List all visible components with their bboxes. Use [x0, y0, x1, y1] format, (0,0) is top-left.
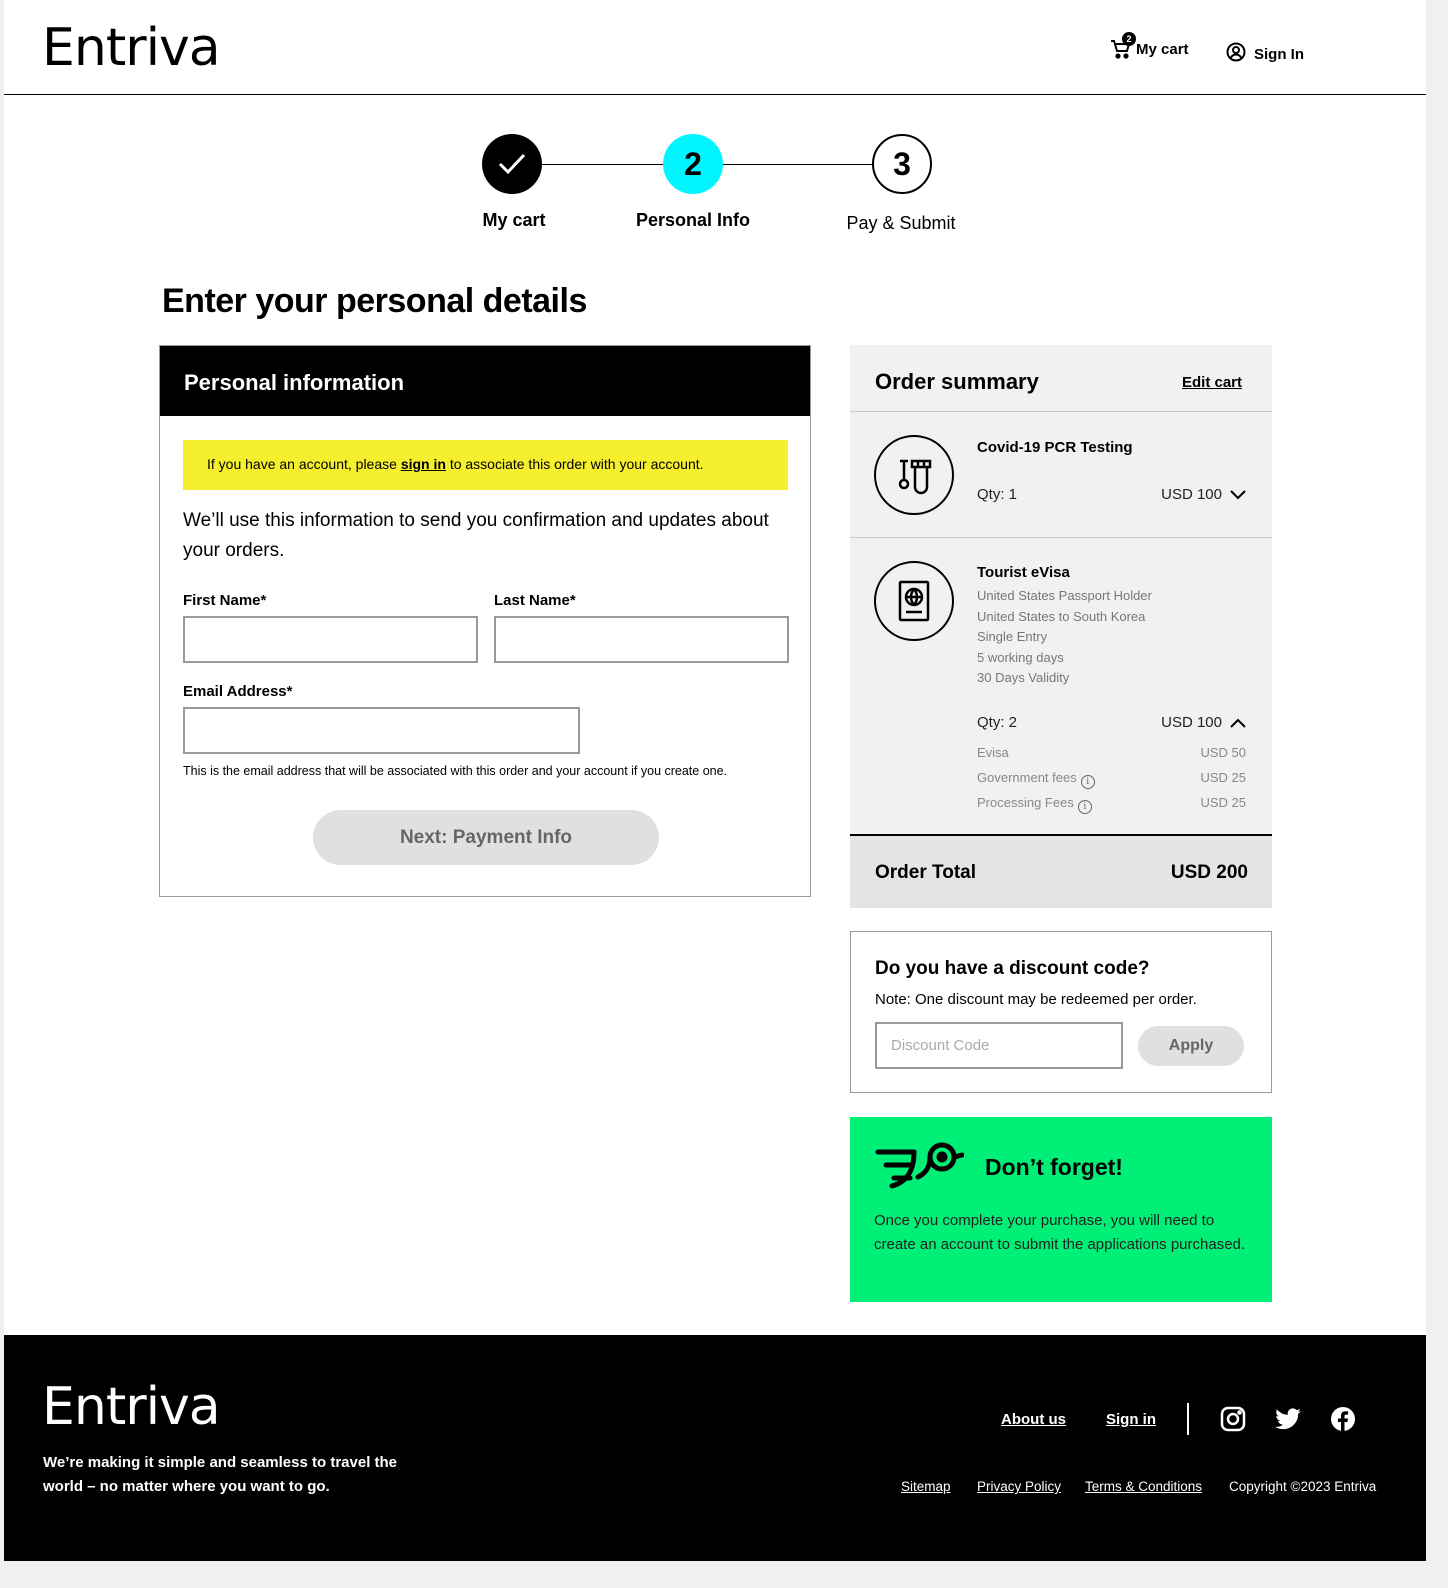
- instagram-icon[interactable]: [1219, 1405, 1247, 1433]
- notice-text-after: to associate this order with your account.: [445, 456, 704, 472]
- fee-value: USD 25: [1200, 770, 1246, 785]
- footer-privacy-link[interactable]: Privacy Policy: [977, 1479, 1062, 1494]
- header: [4, 0, 1426, 95]
- item-detail-line: United States Passport Holder: [977, 588, 1152, 603]
- info-icon[interactable]: i: [1081, 775, 1095, 789]
- item-detail-line: 30 Days Validity: [977, 670, 1070, 686]
- cart-count-badge: 2: [1122, 32, 1136, 46]
- fee-value: USD 25: [1200, 795, 1246, 810]
- last-name-field[interactable]: [494, 616, 789, 663]
- step-2-circle: 2: [663, 134, 723, 194]
- fee-label: Evisa: [977, 745, 1009, 760]
- order-total: [850, 834, 1272, 908]
- next-payment-button[interactable]: Next: Payment Info: [313, 810, 659, 865]
- footer-copyright: Copyright ©2023 Entriva: [1229, 1479, 1377, 1494]
- fee-label: Processing Fees: [977, 795, 1074, 810]
- chevron-up-icon: [1230, 718, 1246, 728]
- apply-discount-button[interactable]: Apply: [1138, 1026, 1244, 1066]
- nav-signin-label: Sign In: [1254, 45, 1304, 63]
- step-connector: [723, 164, 873, 165]
- footer-logo[interactable]: Entriva: [42, 1377, 220, 1437]
- fee-label: Government fees: [977, 770, 1077, 785]
- personal-info-card: [159, 345, 811, 897]
- page: [4, 0, 1426, 1588]
- discount-code-input[interactable]: [875, 1022, 1123, 1069]
- email-hint: This is the email address that will be associated with this order and your account if you create one.: [183, 764, 728, 778]
- item-name: Tourist eVisa: [977, 564, 1070, 581]
- fee-value: USD 50: [1200, 745, 1246, 760]
- item-price: USD 100: [1161, 486, 1222, 503]
- cart-icon: [1110, 34, 1132, 60]
- step-connector: [541, 164, 665, 165]
- step-1-done-circle[interactable]: [482, 134, 542, 194]
- signin-notice: [183, 440, 788, 490]
- checkout-stepper: [4, 130, 1426, 245]
- item-price-toggle[interactable]: [1161, 714, 1246, 731]
- discount-title: Do you have a discount code?: [875, 958, 1150, 979]
- step-3-label: Pay & Submit: [846, 213, 956, 233]
- step-2-label: Personal Info: [635, 210, 751, 230]
- discount-card: [850, 931, 1272, 1093]
- reminder-title: Don’t forget!: [985, 1154, 1123, 1180]
- nav-signin-link[interactable]: [1226, 42, 1304, 66]
- step-3-circle: 3: [872, 134, 932, 194]
- item-price: USD 100: [1161, 714, 1222, 731]
- fee-row: [977, 795, 1246, 814]
- page-title: Enter your personal details: [162, 282, 587, 320]
- reminder-text: Once you complete your purchase, you will need to create an account to submit the applications purchased.: [874, 1212, 1246, 1253]
- fee-row: [977, 745, 1246, 760]
- order-summary-header: [850, 345, 1272, 412]
- footer-signin-link[interactable]: Sign in: [1106, 1411, 1156, 1428]
- nav-cart-label: My cart: [1136, 40, 1189, 58]
- test-tubes-icon: [874, 435, 954, 515]
- footer-terms-link[interactable]: Terms & Conditions: [1085, 1479, 1203, 1494]
- first-name-field[interactable]: [183, 616, 478, 663]
- item-qty: Qty: 1: [977, 486, 1018, 503]
- personal-info-description: We’ll use this information to send you confirmation and updates about your orders.: [183, 510, 769, 561]
- brand-logo[interactable]: Entriva: [42, 18, 220, 78]
- edit-cart-link[interactable]: Edit cart: [1182, 374, 1243, 391]
- footer-tagline: We’re making it simple and seamless to travel the world – no matter where you want to go.: [43, 1454, 398, 1495]
- order-summary-title: Order summary: [875, 369, 1039, 394]
- item-detail-line: United States to South Korea: [977, 608, 1146, 624]
- fee-row: [977, 770, 1246, 789]
- facebook-icon[interactable]: [1329, 1405, 1357, 1433]
- footer-divider: [1187, 1403, 1189, 1435]
- footer: [4, 1335, 1426, 1561]
- speedy-bird-icon: [874, 1137, 964, 1198]
- order-total-value: USD 200: [1170, 862, 1248, 883]
- item-details: [977, 586, 1152, 689]
- info-icon[interactable]: i: [1078, 800, 1092, 814]
- item-price-toggle[interactable]: [1161, 486, 1246, 503]
- nav-cart-link[interactable]: [1110, 34, 1189, 60]
- item-qty: Qty: 2: [977, 714, 1018, 731]
- item-detail-line: 5 working days: [977, 649, 1064, 665]
- order-total-label: Order Total: [875, 862, 976, 883]
- personal-info-heading: Personal information: [160, 346, 810, 416]
- twitter-icon[interactable]: [1274, 1405, 1302, 1433]
- chevron-down-icon: [1230, 490, 1246, 500]
- order-summary: [850, 345, 1272, 908]
- email-label: Email Address*: [183, 683, 293, 700]
- email-field[interactable]: [183, 707, 580, 754]
- last-name-label: Last Name*: [494, 592, 576, 609]
- notice-text-before: If you have an account, please: [207, 456, 401, 472]
- first-name-label: First Name*: [183, 592, 267, 609]
- order-item: [850, 412, 1272, 538]
- step-1-label[interactable]: My cart: [482, 210, 546, 230]
- page-bottom-gutter: [0, 1561, 1448, 1588]
- footer-sitemap-link[interactable]: Sitemap: [901, 1479, 951, 1494]
- notice-signin-link[interactable]: sign in: [400, 456, 446, 472]
- check-icon: [497, 152, 527, 176]
- footer-about-link[interactable]: About us: [1001, 1411, 1066, 1428]
- reminder-banner: [850, 1117, 1272, 1302]
- item-name: Covid-19 PCR Testing: [977, 439, 1133, 456]
- item-detail-line: Single Entry: [977, 629, 1048, 645]
- user-icon: [1226, 42, 1246, 66]
- passport-icon: [874, 561, 954, 641]
- order-item: [850, 538, 1272, 834]
- discount-note: Note: One discount may be redeemed per order.: [875, 991, 1197, 1008]
